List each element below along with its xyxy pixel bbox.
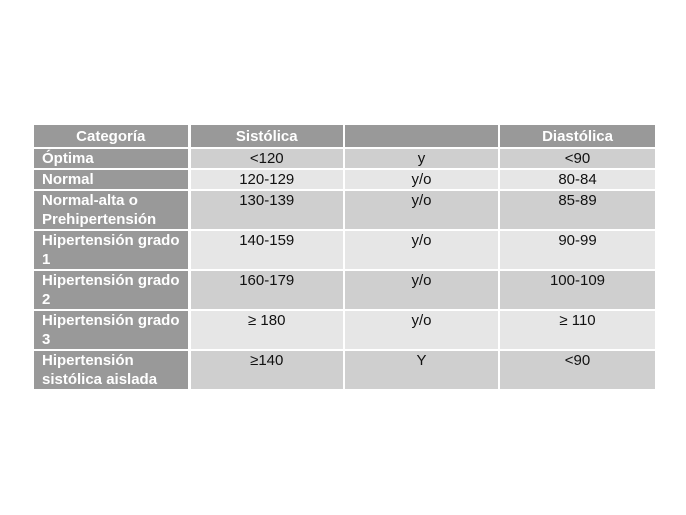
blood-pressure-table	[34, 125, 655, 391]
table-row	[34, 190, 655, 230]
table-row	[34, 169, 655, 190]
connector-cell: y/o	[344, 230, 499, 270]
table-row	[34, 148, 655, 169]
diastolic-cell: <90	[499, 350, 655, 390]
header-connector	[344, 125, 499, 148]
header-diastolica: Diastólica	[499, 125, 655, 148]
table-row	[34, 270, 655, 310]
header-sistolica: Sistólica	[189, 125, 344, 148]
systolic-cell: <120	[189, 148, 344, 169]
table-row	[34, 230, 655, 270]
diastolic-cell: <90	[499, 148, 655, 169]
connector-cell: y	[344, 148, 499, 169]
systolic-cell: ≥ 180	[189, 310, 344, 350]
header-categoria: Categoría	[34, 125, 189, 148]
category-cell: Normal-alta o Prehipertensión	[34, 190, 189, 230]
header-row	[34, 125, 655, 148]
systolic-cell: 130-139	[189, 190, 344, 230]
systolic-cell: 160-179	[189, 270, 344, 310]
systolic-cell: ≥140	[189, 350, 344, 390]
category-cell: Óptima	[34, 148, 189, 169]
table-row	[34, 350, 655, 390]
connector-cell: y/o	[344, 190, 499, 230]
diastolic-cell: 90-99	[499, 230, 655, 270]
connector-cell: y/o	[344, 310, 499, 350]
table-row	[34, 310, 655, 350]
category-cell: Hipertensión sistólica aislada	[34, 350, 189, 390]
connector-cell: y/o	[344, 270, 499, 310]
diastolic-cell: ≥ 110	[499, 310, 655, 350]
category-cell: Hipertensión grado 2	[34, 270, 189, 310]
category-cell: Hipertensión grado 3	[34, 310, 189, 350]
connector-cell: Y	[344, 350, 499, 390]
systolic-cell: 140-159	[189, 230, 344, 270]
diastolic-cell: 85-89	[499, 190, 655, 230]
connector-cell: y/o	[344, 169, 499, 190]
diastolic-cell: 80-84	[499, 169, 655, 190]
systolic-cell: 120-129	[189, 169, 344, 190]
category-cell: Normal	[34, 169, 189, 190]
category-cell: Hipertensión grado 1	[34, 230, 189, 270]
diastolic-cell: 100-109	[499, 270, 655, 310]
